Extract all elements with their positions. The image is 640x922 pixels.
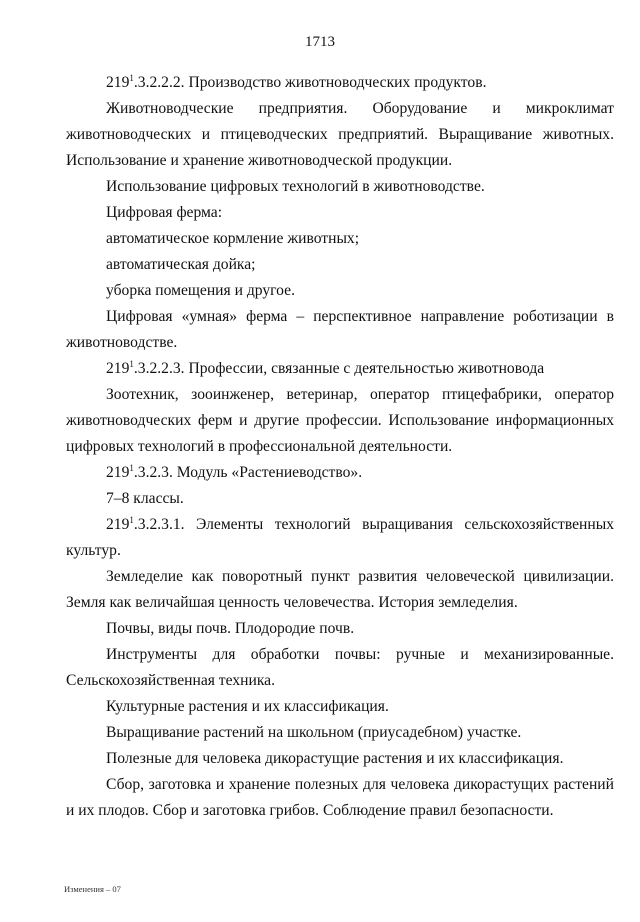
paragraph: Сбор, заготовка и хранение полезных для человека дикорастущих растений и их плодов. Сбор и заготовка грибов. Соблюдение правил безопасности. bbox=[66, 776, 614, 819]
list-item: уборка помещения и другое. bbox=[106, 282, 295, 299]
paragraph: Инструменты для обработки почвы: ручные и механизированные. Сельскохозяйственная техника. bbox=[66, 646, 614, 689]
paragraph: Полезные для человека дикорастущие растения и их классификация. bbox=[106, 750, 564, 767]
list-item: автоматическое кормление животных; bbox=[106, 230, 360, 247]
document-body bbox=[66, 70, 614, 824]
paragraph: 7–8 классы. bbox=[106, 490, 184, 507]
paragraph: Использование цифровых технологий в животноводстве. bbox=[106, 178, 485, 195]
paragraph: Почвы, виды почв. Плодородие почв. bbox=[106, 620, 355, 637]
paragraph: Культурные растения и их классификация. bbox=[106, 698, 389, 715]
paragraph: Цифровая ферма: bbox=[106, 204, 223, 221]
list-item: автоматическая дойка; bbox=[106, 256, 256, 273]
footer-revision-note: Изменения – 07 bbox=[64, 884, 121, 894]
section-heading: $219^1.3.2.3.1$. Элементы технологий выращивания сельскохозяйственных культур. bbox=[66, 515, 614, 559]
paragraph: Выращивание растений на школьном (приусадебном) участке. bbox=[106, 724, 522, 741]
section-heading: $219^1.3.2.2.3$. Профессии, связанные с деятельностью животновода bbox=[106, 359, 545, 377]
section-heading: $219^1.3.2.3$. Модуль «Растениеводство». bbox=[106, 463, 363, 481]
page-number: 1713 bbox=[305, 34, 335, 50]
section-heading: $219^1.3.2.2.2$. Производство животноводческих продуктов. bbox=[106, 73, 487, 91]
paragraph: Цифровая «умная» ферма – перспективное направление роботизации в животноводстве. bbox=[66, 308, 614, 351]
paragraph: Земледелие как поворотный пункт развития человеческой цивилизации. Земля как величайшая ценность человечества. История земледелия. bbox=[66, 568, 614, 611]
paragraph: Животноводческие предприятия. Оборудование и микроклимат животноводческих и птицеводческих предприятий. Выращивание животных. Использование и хранение животноводческой продукции. bbox=[66, 100, 614, 169]
paragraph: Зоотехник, зооинженер, ветеринар, оператор птицефабрики, оператор животноводческих ферм и другие профессии. Использование информационных цифровых технологий в профессиональной деятельности. bbox=[66, 386, 614, 455]
